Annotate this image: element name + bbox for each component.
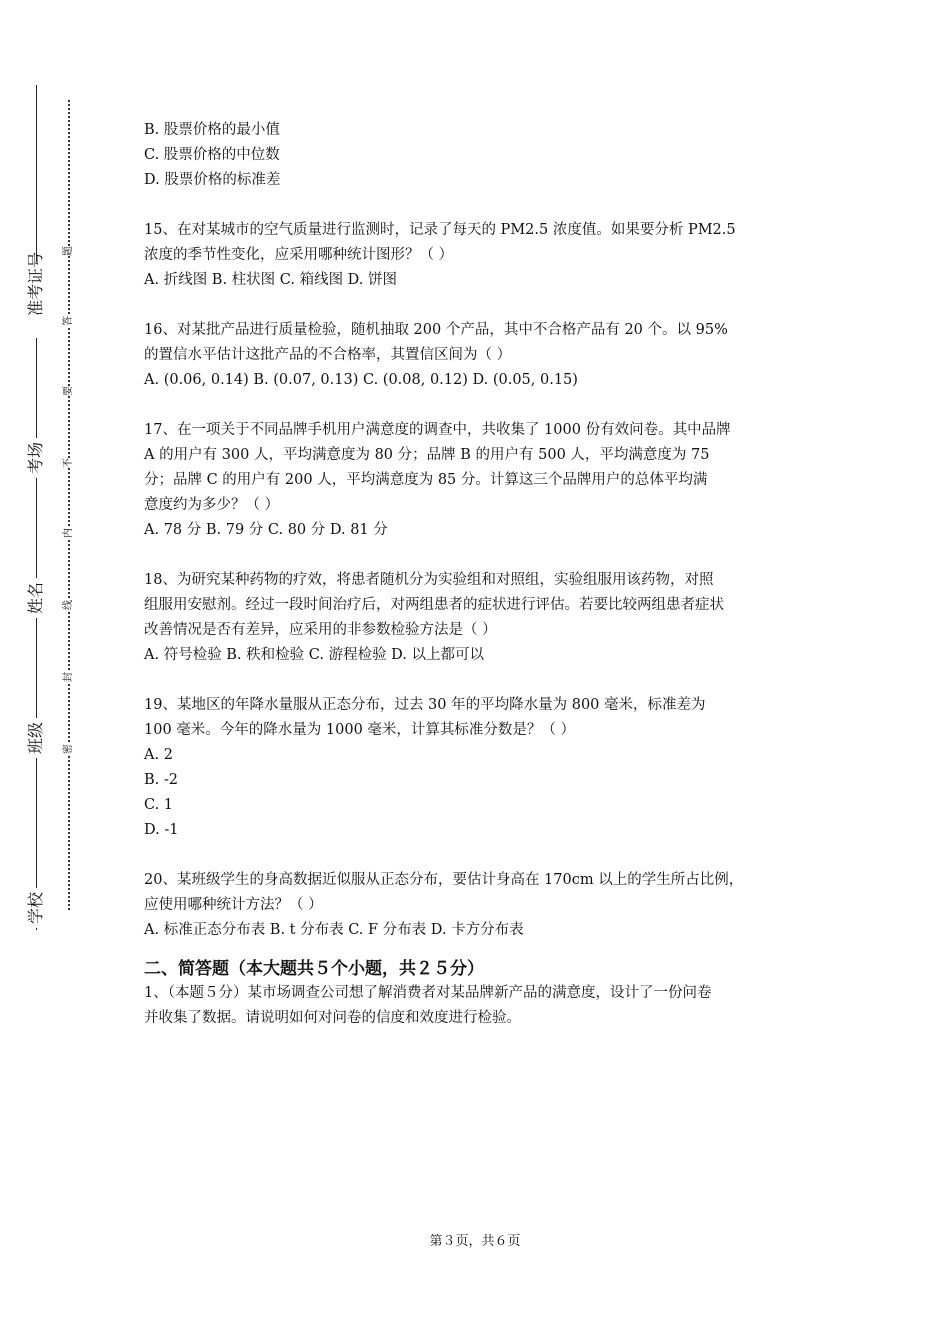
- option-line: A. 78 分 B. 79 分 C. 80 分 D. 81 分: [144, 522, 388, 538]
- question-15: [144, 218, 824, 293]
- question-stem-line: 18、为研究某种药物的疗效，将患者随机分为实验组和对照组，实验组服用该药物，对照: [144, 572, 714, 588]
- seal-char: 不: [60, 458, 78, 468]
- option-line: A. 折线图 B. 柱状图 C. 箱线图 D. 饼图: [144, 272, 398, 288]
- option-line: B. -2: [144, 772, 178, 788]
- option-line: C. 股票价格的中位数: [144, 147, 280, 163]
- question-18: [144, 568, 824, 668]
- option-line: A. (0.06, 0.14) B. (0.07, 0.13) C. (0.08, 0.12) D. (0.05, 0.15): [144, 372, 578, 388]
- option-line: D. 股票价格的标准差: [144, 172, 281, 188]
- question-stem-line: A 的用户有 300 人，平均满意度为 80 分；品牌 B 的用户有 500 人，平均满意度为 75: [144, 447, 710, 463]
- binding-solid-line: [36, 85, 37, 930]
- seal-char: 题: [60, 246, 78, 256]
- question-stem-line: 15、在对某城市的空气质量进行监测时，记录了每天的 PM2.5 浓度值。如果要分析 PM2.5: [144, 222, 736, 238]
- option-line: A. 标准正态分布表 B. t 分布表 C. F 分布表 D. 卡方分布表: [144, 922, 524, 938]
- class-label: 班级: [20, 718, 52, 758]
- question-stem-line: 1、（本题５分）某市场调查公司想了解消费者对某品牌新产品的满意度，设计了一份问卷: [144, 985, 712, 1001]
- option-line: A. 符号检验 B. 秩和检验 C. 游程检验 D. 以上都可以: [144, 647, 485, 663]
- question-stem-line: 改善情况是否有差异，应采用的非参数检验方法是（ ）: [144, 622, 497, 638]
- exam-room-label: 考场: [20, 438, 52, 478]
- seal-char: 密: [60, 744, 78, 754]
- q14-options: [144, 118, 824, 193]
- name-label: 姓名: [20, 578, 52, 618]
- question-19: [144, 693, 824, 843]
- seal-char: 要: [60, 386, 78, 396]
- page-footer: 第３页，共６页: [429, 1234, 521, 1249]
- binding-dotted-line: [68, 100, 70, 910]
- seal-char: 内: [60, 528, 78, 538]
- question-stem-line: 并收集了数据。请说明如何对问卷的信度和效度进行检验。: [144, 1010, 521, 1026]
- question-16: [144, 318, 824, 393]
- question-stem-line: 17、在一项关于不同品牌手机用户满意度的调查中，共收集了 1000 份有效问卷。其中品牌: [144, 422, 731, 438]
- question-stem-line: 浓度的季节性变化，应采用哪种统计图形？（ ）: [144, 247, 454, 263]
- short-answer-question-1: [144, 981, 824, 1031]
- exam-number-label: 准考证号: [20, 262, 52, 338]
- question-stem-line: 分；品牌 C 的用户有 200 人，平均满意度为 85 分。计算这三个品牌用户的总体平均满: [144, 472, 708, 488]
- question-stem-line: 16、对某批产品进行质量检验，随机抽取 200 个产品，其中不合格产品有 20 个。以 95%: [144, 322, 728, 338]
- question-17: [144, 418, 824, 543]
- question-stem-line: 100 毫米。今年的降水量为 1000 毫米，计算其标准分数是？（ ）: [144, 722, 576, 738]
- seal-char: 线: [60, 600, 78, 610]
- option-line: B. 股票价格的最小值: [144, 122, 280, 138]
- exam-content: [144, 118, 824, 1031]
- question-20: [144, 868, 824, 943]
- binding-margin: [0, 0, 120, 1344]
- option-line: A. 2: [144, 747, 173, 763]
- question-stem-line: 意度约为多少？（ ）: [144, 497, 280, 513]
- question-stem-line: 组服用安慰剂。经过一段时间治疗后，对两组患者的症状进行评估。若要比较两组患者症状: [144, 597, 724, 613]
- seal-char: 答: [60, 316, 78, 326]
- option-line: D. -1: [144, 822, 179, 838]
- seal-char: 封: [60, 672, 78, 682]
- option-line: C. 1: [144, 797, 174, 813]
- question-stem-line: 19、某地区的年降水量服从正态分布，过去 30 年的平均降水量为 800 毫米，标准差为: [144, 697, 706, 713]
- question-stem-line: 的置信水平估计这批产品的不合格率，其置信区间为（ ）: [144, 347, 512, 363]
- question-stem-line: 应使用哪种统计方法？（ ）: [144, 897, 323, 913]
- school-label: 学校: [20, 888, 52, 928]
- question-stem-line: 20、某班级学生的身高数据近似服从正态分布，要估计身高在 170cm 以上的学生所占比例，: [144, 872, 744, 888]
- section-title: 二、简答题（本大题共５个小题，共２５分）: [144, 959, 484, 979]
